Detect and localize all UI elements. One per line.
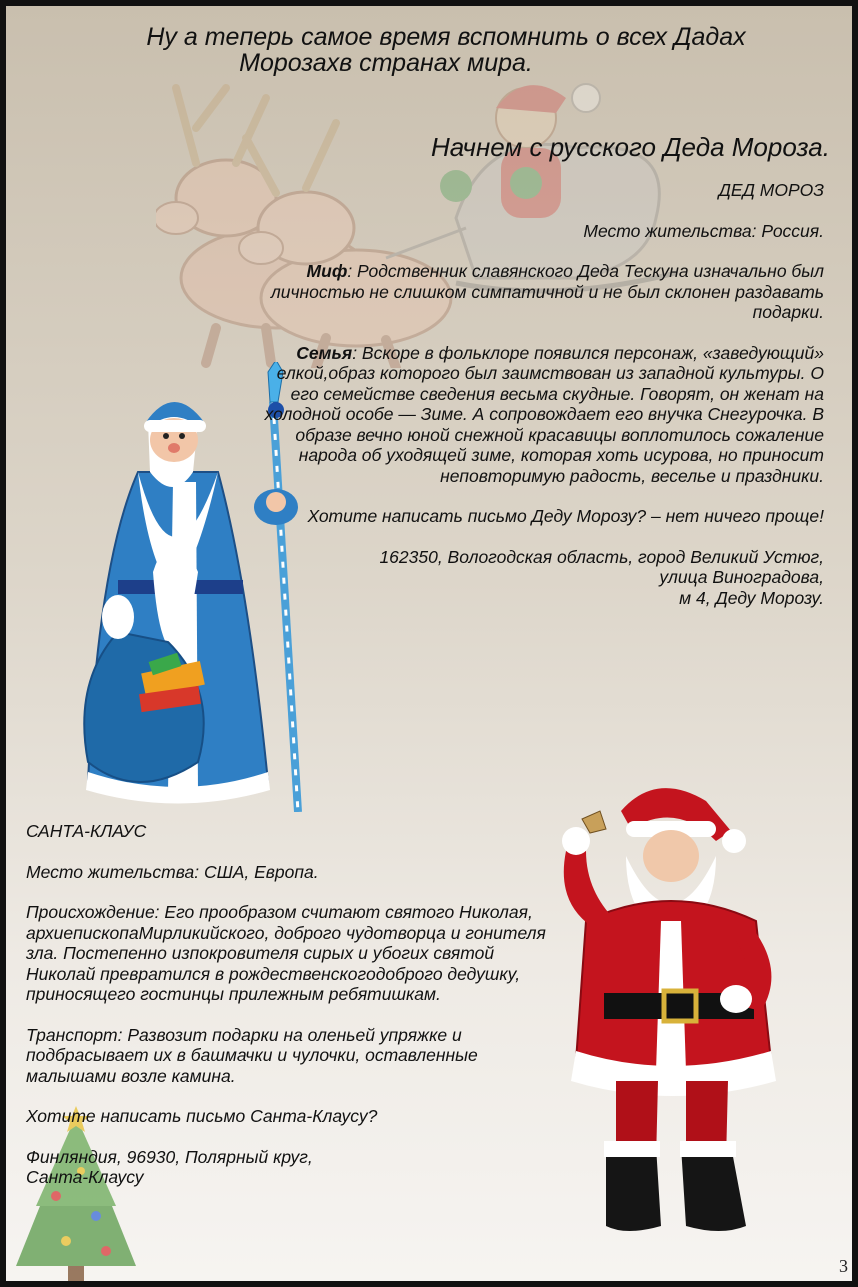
santa-claus-illustration: [546, 771, 786, 1241]
santa-transport: Транспорт: Развозит подарки на оленьей упряжке и подбрасывает их в башмачки и чулочки, оставленные малышами возле камина.: [26, 1024, 478, 1086]
intro-line-1: Ну а теперь самое время вспомнить о всех Дадах: [146, 23, 746, 51]
ded-moroz-letter-question: Хотите написать письмо Деду Морозу? – нет ничего проще!: [307, 506, 824, 526]
santa-address: [26, 1147, 546, 1188]
ded-moroz-address: [264, 547, 824, 609]
ded-moroz-residence: Место жительства: Россия.: [583, 220, 824, 241]
ded-moroz-section: [264, 180, 824, 628]
intro-line-2: Морозахв странах мира.: [239, 49, 533, 77]
page-number: 3: [839, 1256, 848, 1276]
family-text: : Вскоре в фольклоре появился персонаж, «заведующий» елкой,образ которого был заимствован из западной культуры. О его семействе сведения весьма скудные. Говорят, он женат на холодной особе — Зиме. А сопровождает его внучка Снегурочка. В образе вечно юной снежной красавицы воплотилось сожаление народа об уходящей зиме, которая хоть исурова, но приносит неповторимую радость, веселье и праздники.: [264, 342, 824, 486]
page: [6, 6, 852, 1281]
santa-title: САНТА-КЛАУС: [26, 821, 147, 841]
ded-moroz-family: [264, 343, 824, 487]
ded-moroz-title: ДЕД МОРОЗ: [718, 180, 824, 200]
intro-heading: [66, 24, 826, 76]
santa-residence: Место жительства: США, Европа.: [26, 861, 319, 882]
santa-address-line-1: Финляндия, 96930, Полярный круг,: [26, 1146, 313, 1167]
myth-label: Миф: [306, 261, 348, 281]
santa-letter-question: Хотите написать письмо Санта-Клаусу?: [26, 1106, 378, 1126]
ded-address-line-3: м 4, Деду Морозу.: [679, 587, 824, 608]
myth-text: : Родственник славянского Деда Тескуна изначально был личностью не слишком симпатичной и не был склонен раздавать подарки.: [270, 261, 824, 322]
santa-address-line-2: Санта-Клаусу: [26, 1167, 144, 1187]
ded-moroz-myth: [264, 261, 824, 323]
santa-claus-section: [26, 821, 546, 1208]
ded-address-line-2: улица Виноградова,: [659, 567, 824, 587]
santa-origin: Происхождение: Его прообразом считают святого Николая, архиепископаМирликийского, доброго чудотворца и гонителя зла. Постепенно изпокровителя сирых и убогих святой Николай превратился в рождественскогодоброго дедушку, приносящего гостинцы прилежным ребятишкам.: [26, 902, 546, 1004]
section-subheading: Начнем с русского Деда Мороза.: [430, 132, 830, 162]
family-label: Семья: [296, 342, 353, 363]
ded-address-line-1: 162350, Вологодская область, город Великий Устюг,: [379, 546, 824, 567]
